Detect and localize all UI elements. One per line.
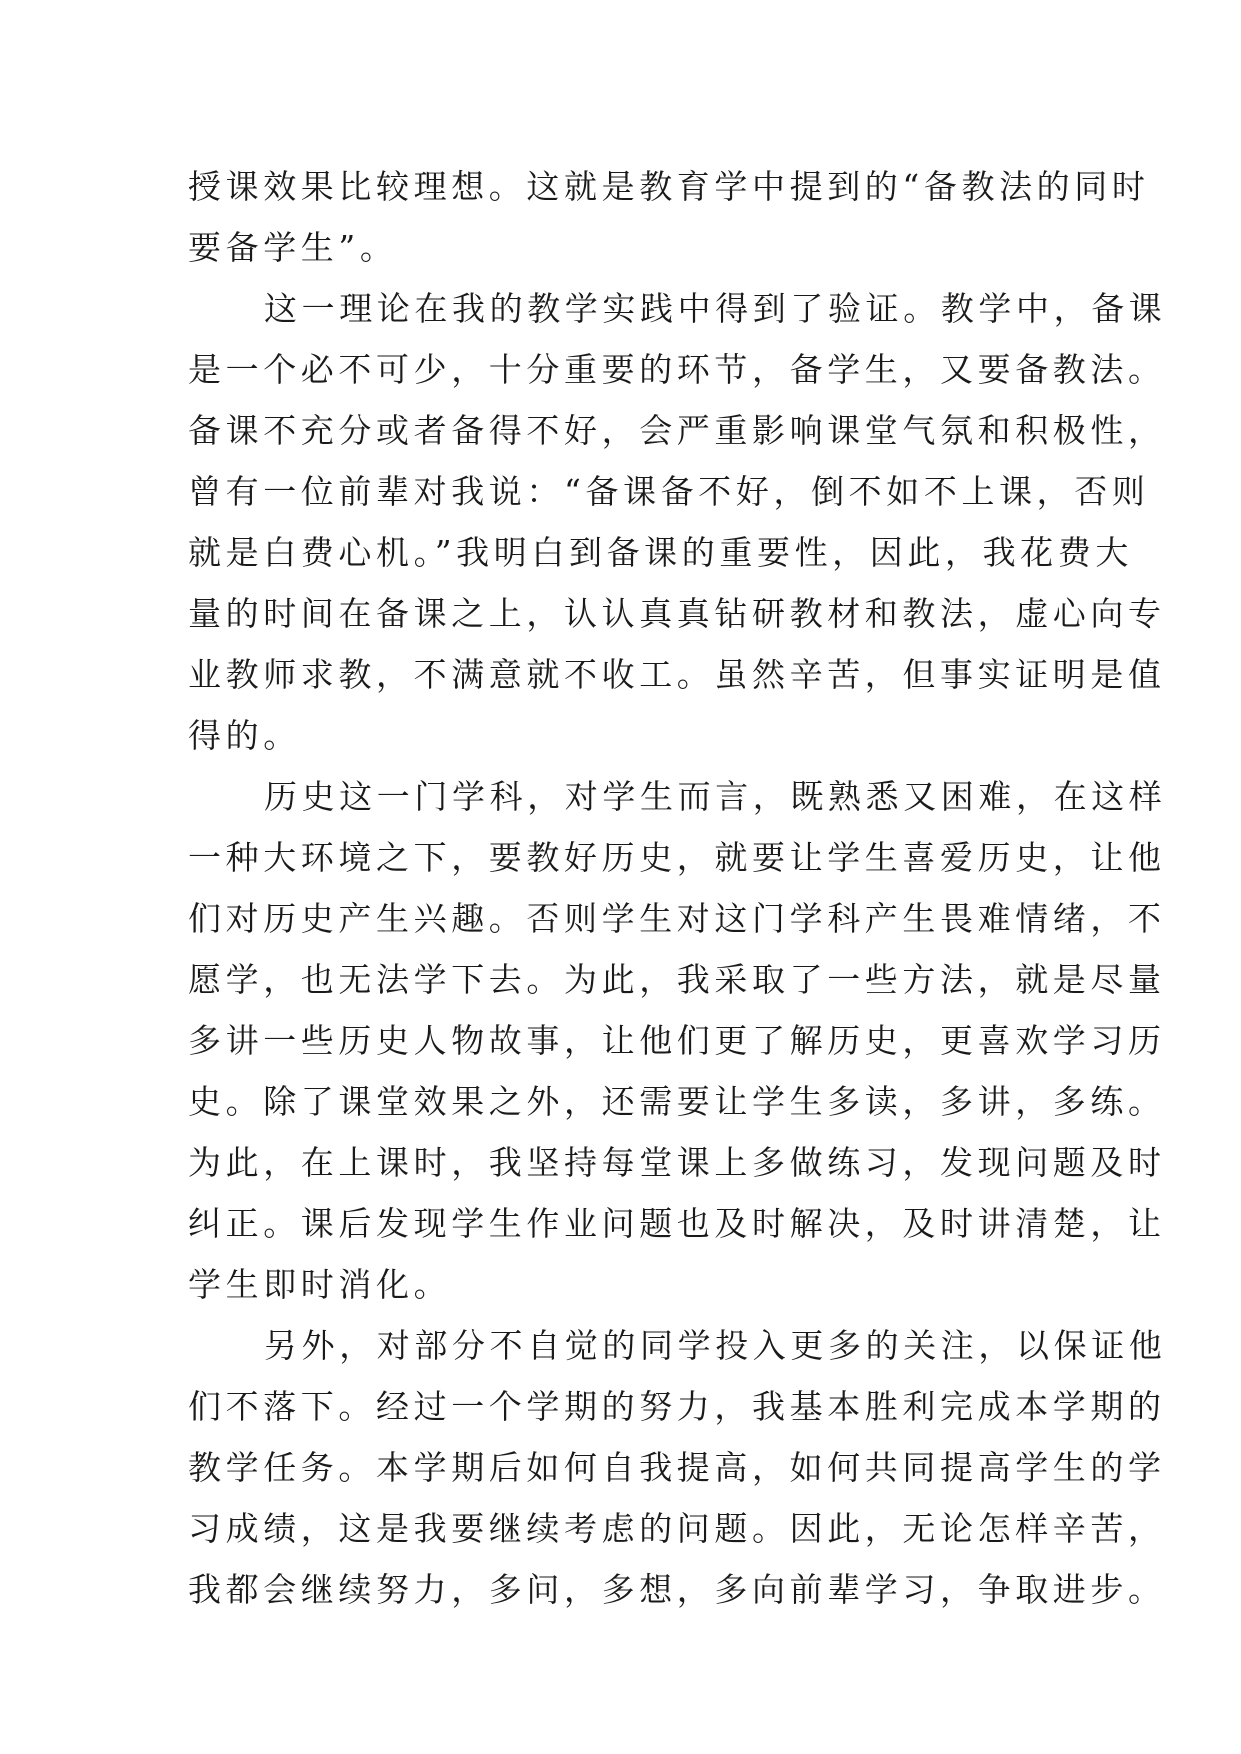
text-line: 习成绩，这是我要继续考虑的问题。因此，无论怎样辛苦， (188, 1509, 1166, 1548)
text-line: 教学任务。本学期后如何自我提高，如何共同提高学生的学 (188, 1448, 1166, 1487)
text-line: 纠正。课后发现学生作业问题也及时解决，及时讲清楚，让 (188, 1204, 1166, 1243)
text-line: 史。除了课堂效果之外，还需要让学生多读，多讲，多练。 (188, 1082, 1166, 1121)
text-line: 业教师求教，不满意就不收工。虽然辛苦，但事实证明是值 (188, 655, 1166, 694)
text-line: 量的时间在备课之上，认认真真钻研教材和教法，虚心向专 (188, 594, 1166, 633)
text-line: 是一个必不可少，十分重要的环节，备学生，又要备教法。 (188, 350, 1166, 389)
document-body (188, 156, 1167, 1620)
text-line: 愿学，也无法学下去。为此，我采取了一些方法，就是尽量 (188, 960, 1166, 999)
text-line: 们不落下。经过一个学期的努力，我基本胜利完成本学期的 (188, 1387, 1166, 1426)
paragraph-first-line: 另外，对部分不自觉的同学投入更多的关注，以保证他 (264, 1326, 1167, 1365)
text-line: 学生即时消化。 (188, 1265, 452, 1304)
paragraph-first-line: 历史这一门学科，对学生而言，既熟悉又困难，在这样 (264, 777, 1167, 816)
text-line: 多讲一些历史人物故事，让他们更了解历史，更喜欢学习历 (188, 1021, 1166, 1060)
paragraph-first-line: 这一理论在我的教学实践中得到了验证。教学中，备课 (264, 289, 1167, 328)
text-line: 备课不充分或者备得不好，会严重影响课堂气氛和积极性， (188, 411, 1166, 450)
text-line: 我都会继续努力，多问，多想，多向前辈学习，争取进步。 (188, 1570, 1166, 1609)
text-line: 要备学生”。 (188, 228, 398, 267)
text-line: 就是白费心机。”我明白到备课的重要性，因此，我花费大 (188, 533, 1133, 572)
text-line: 授课效果比较理想。这就是教育学中提到的“备教法的同时 (188, 167, 1150, 206)
text-line: 为此，在上课时，我坚持每堂课上多做练习，发现问题及时 (188, 1143, 1166, 1182)
text-line: 曾有一位前辈对我说：“备课备不好，倒不如不上课，否则 (188, 472, 1150, 511)
text-line: 一种大环境之下，要教好历史，就要让学生喜爱历史，让他 (188, 838, 1166, 877)
text-line: 们对历史产生兴趣。否则学生对这门学科产生畏难情绪，不 (188, 899, 1166, 938)
text-line: 得的。 (188, 716, 301, 755)
